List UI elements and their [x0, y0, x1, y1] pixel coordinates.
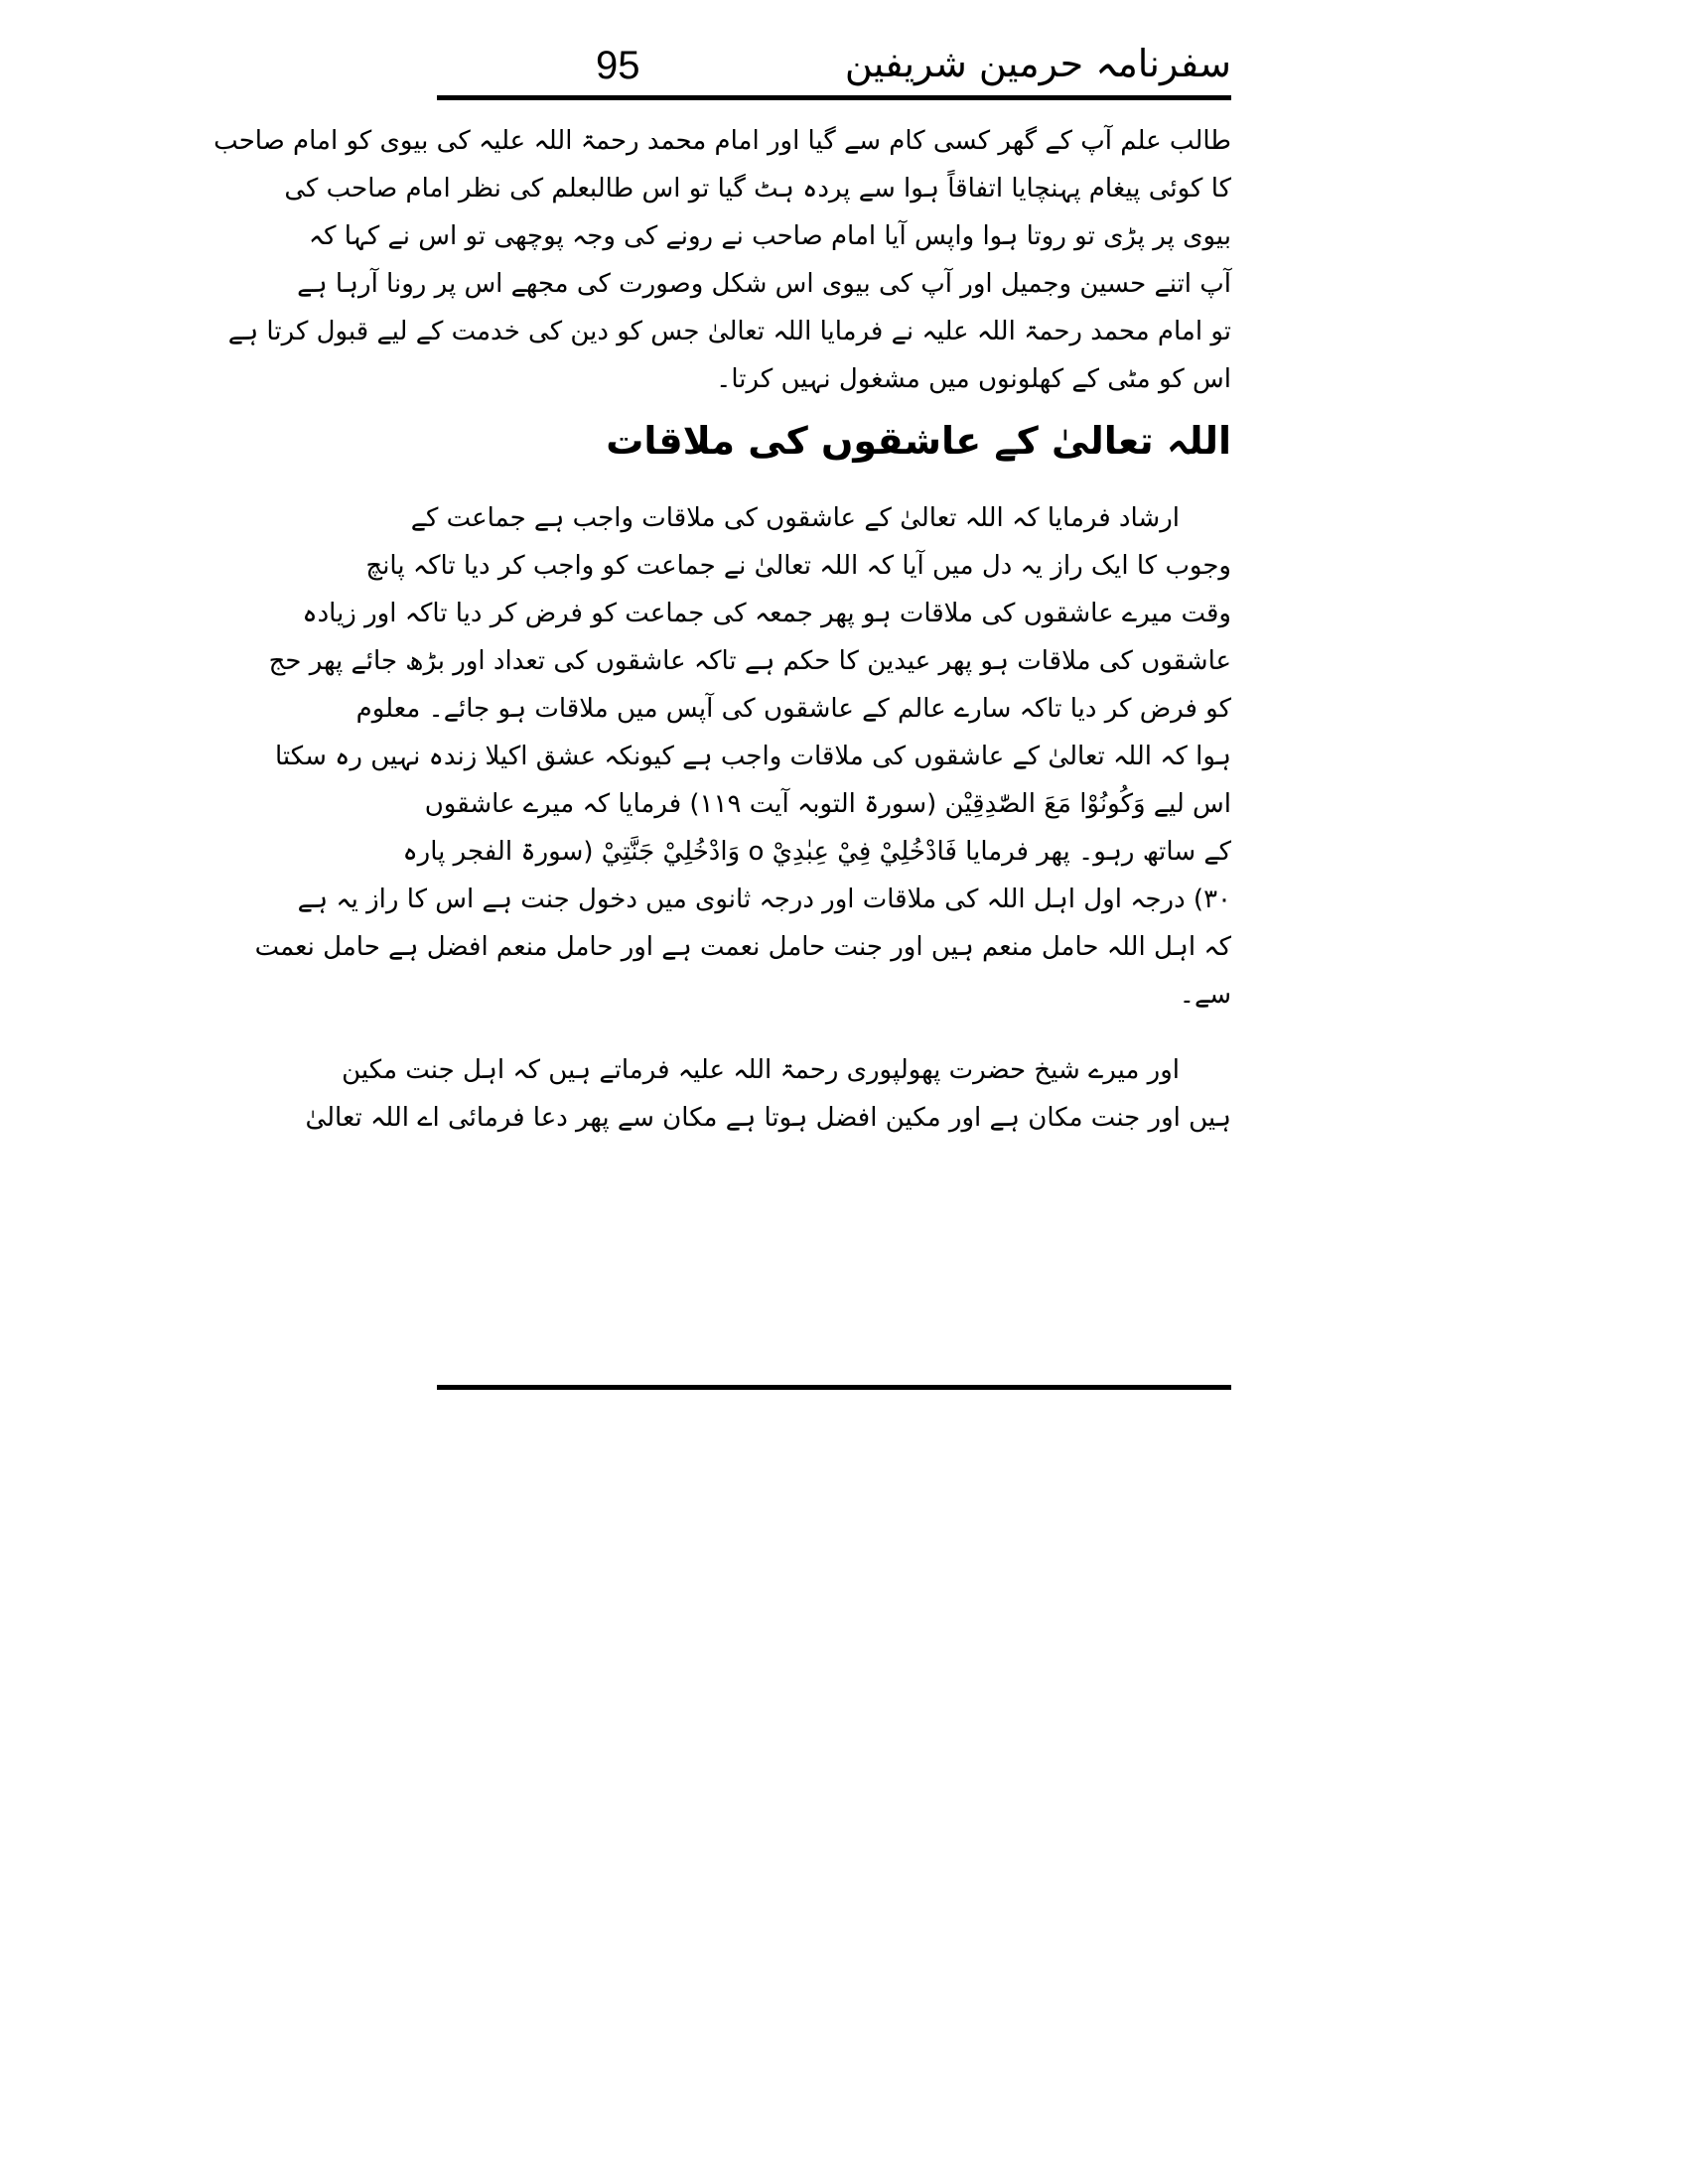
paragraph: [305, 1046, 1231, 1142]
text-line: ہیں اور جنت مکان ہے اور مکین افضل ہوتا ہے مکان سے پھر دعا فرمائی اے اللہ تعالیٰ: [305, 1103, 1231, 1133]
text-line: آپ اتنے حسین وجمیل اور آپ کی بیوی اس شکل وصورت کی مجھے اس پر رونا آرہا ہے: [297, 269, 1231, 299]
text-line: کہ اہل اللہ حامل منعم ہیں اور جنت حامل نعمت ہے اور حامل منعم افضل ہے حامل نعمت: [254, 932, 1231, 962]
text-line: ۳۰) درجہ اول اہل اللہ کی ملاقات اور درجہ ثانوی میں دخول جنت ہے اس کا راز یہ ہے: [297, 885, 1231, 914]
text-line: اور میرے شیخ حضرت پھولپوری رحمۃ اللہ علیہ فرماتے ہیں کہ اہل جنت مکین: [342, 1055, 1180, 1085]
text-line: کا کوئی پیغام پہنچایا اتفاقاً ہوا سے پردہ ہٹ گیا تو اس طالبعلم کی نظر امام صاحب کی: [284, 174, 1231, 204]
text-line: اس کو مٹی کے کھلونوں میں مشغول نہیں کرتا۔: [716, 364, 1231, 394]
text-line: بیوی پر پڑی تو روتا ہوا واپس آیا امام صاحب نے رونے کی وجہ پوچھی تو اس نے کہا کہ: [308, 221, 1231, 251]
section-heading: اللہ تعالیٰ کے عاشقوں کی ملاقات: [606, 419, 1231, 463]
text-line: سے۔: [1179, 980, 1231, 1010]
book-title: سفرنامہ حرمین شریفین: [844, 42, 1231, 85]
text-line: اس لیے وَكُونُوْا مَعَ الصّٰدِقِيْن (سورۃ التوبہ آیت ۱۱۹) فرمایا کہ میرے عاشقوں: [424, 789, 1231, 819]
header-rule: [437, 95, 1231, 100]
text-line: وجوب کا ایک راز یہ دل میں آیا کہ اللہ تعالیٰ نے جماعت کو واجب کر دیا تاکہ پانچ: [365, 551, 1231, 581]
page-number: 95: [596, 44, 640, 87]
text-line: کے ساتھ رہو۔ پھر فرمایا فَادْخُلِيْ فِيْ عِبٰدِيْ o وَادْخُلِيْ جَنَّتِيْ (سورۃ الفجر پارہ: [402, 837, 1231, 867]
footer-rule: [437, 1385, 1231, 1390]
text-line: کو فرض کر دیا تاکہ سارے عالم کے عاشقوں کی آپس میں ملاقات ہو جائے۔ معلوم: [355, 694, 1231, 724]
text-line: ہوا کہ اللہ تعالیٰ کے عاشقوں کی ملاقات واجب ہے کیونکہ عشق اکیلا زندہ نہیں رہ سکتا: [274, 742, 1231, 771]
text-line: عاشقوں کی ملاقات ہو پھر عیدین کا حکم ہے تاکہ عاشقوں کی تعداد اور بڑھ جائے پھر حج: [268, 646, 1231, 676]
text-line: تو امام محمد رحمۃ اللہ علیہ نے فرمایا اللہ تعالیٰ جس کو دین کی خدمت کے لیے قبول کرتا ہے: [227, 317, 1231, 346]
text-line: طالب علم آپ کے گھر کسی کام سے گیا اور امام محمد رحمۃ اللہ علیہ کی بیوی کو امام صاحب: [213, 126, 1231, 156]
text-line: ارشاد فرمایا کہ اللہ تعالیٰ کے عاشقوں کی ملاقات واجب ہے جماعت کے: [410, 503, 1180, 533]
paragraph: [213, 117, 1231, 403]
text-line: وقت میرے عاشقوں کی ملاقات ہو پھر جمعہ کی جماعت کو فرض کر دیا تاکہ اور زیادہ: [302, 599, 1231, 628]
paragraph: [254, 494, 1231, 1019]
paragraph-spacer: [437, 1019, 1231, 1046]
page-header: [437, 38, 1231, 93]
page-body: [213, 117, 1231, 1378]
